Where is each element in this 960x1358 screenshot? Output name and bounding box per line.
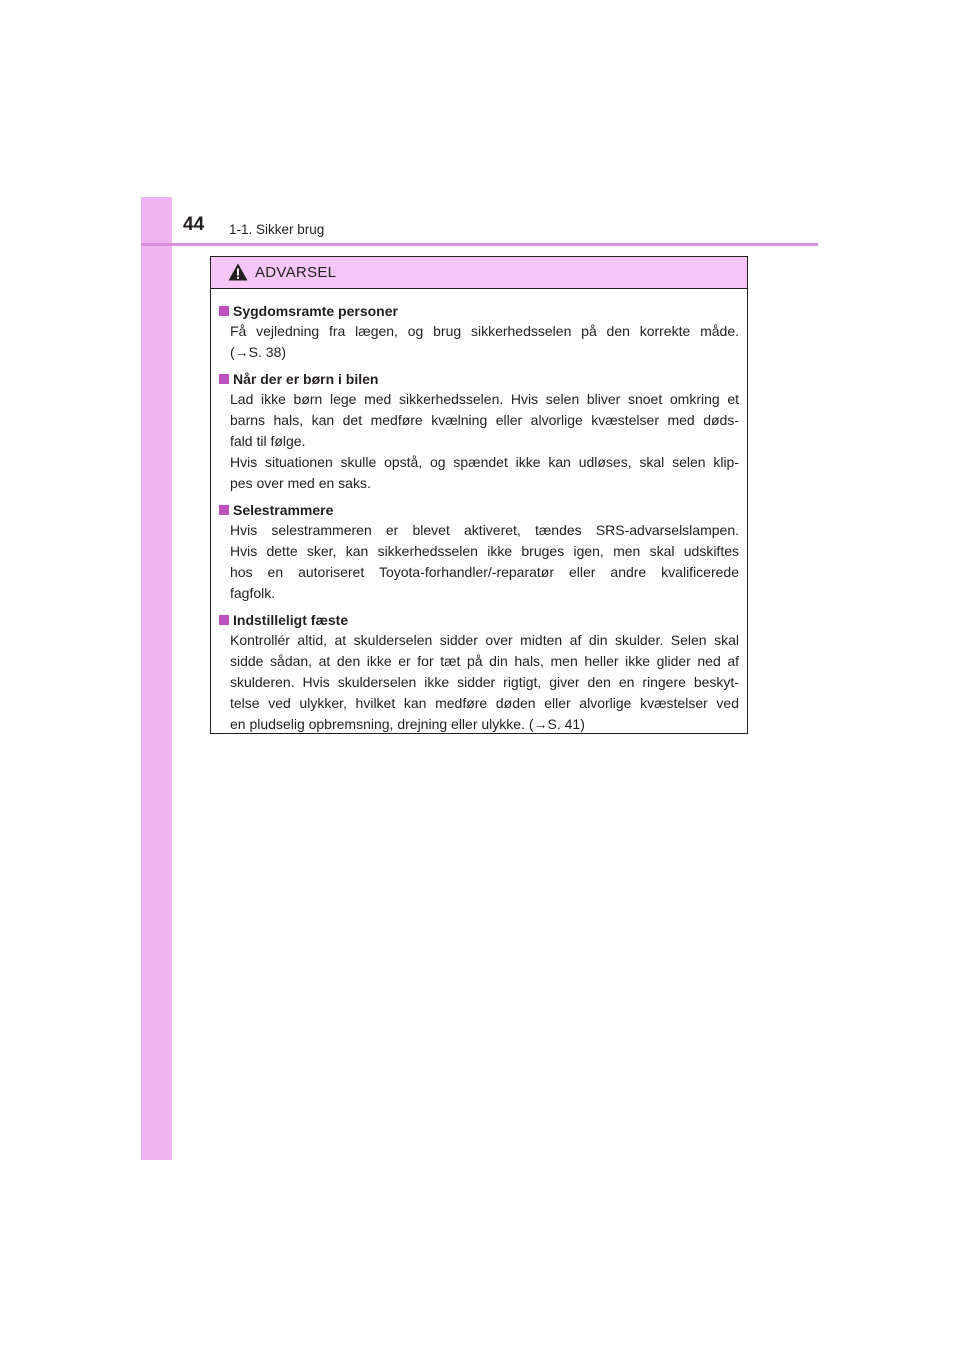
text-line: Lad ikke børn lege med sikkerhedsselen. Hvis selen bliver snoet omkring et xyxy=(230,391,739,407)
warning-item-sick-persons xyxy=(219,301,739,363)
warning-body xyxy=(211,289,747,735)
text-line: fagfolk. xyxy=(230,585,276,601)
item-title: Indstilleligt fæste xyxy=(219,610,739,630)
chapter-side-tab xyxy=(141,197,172,1160)
item-title: Selestrammere xyxy=(219,500,739,520)
text-line: hos en autoriseret Toyota-forhandler/-reparatør eller andre kvalificerede xyxy=(230,564,739,580)
warning-item-adjustable-anchor xyxy=(219,610,739,735)
item-text xyxy=(219,321,739,363)
text-line: telse ved ulykker, hvilket kan medføre døden eller alvorlige kvæstelser ved xyxy=(230,695,739,711)
item-title: Når der er børn i bilen xyxy=(219,369,739,389)
warning-box xyxy=(210,256,748,734)
text-line: en pludselig opbremsning, drejning eller ulykke. (→S. 41) xyxy=(230,716,585,732)
warning-triangle-icon xyxy=(228,263,248,281)
text-line: Få vejledning fra lægen, og brug sikkerhedsselen på den korrekte måde. xyxy=(230,323,739,339)
text-line: Hvis selestrammeren er blevet aktiveret, tændes SRS-advarselslampen. xyxy=(230,522,739,538)
text-line: Hvis situationen skulle opstå, og spændet ikke kan udløses, skal selen klip- xyxy=(230,454,739,470)
text-line: Kontrollér altid, at skulderselen sidder over midten af din skulder. Selen skal xyxy=(230,632,739,648)
text-line: barns hals, kan det medføre kvælning eller alvorlige kvæstelser med døds- xyxy=(230,412,739,428)
text-line: sidde sådan, at den ikke er for tæt på din hals, men heller ikke glider ned af xyxy=(230,653,739,669)
square-bullet-icon xyxy=(219,615,229,625)
text-line: pes over med en saks. xyxy=(230,475,371,491)
text-line: fald til følge. xyxy=(230,433,306,449)
warning-header xyxy=(211,257,747,289)
section-title: 1-1. Sikker brug xyxy=(229,222,325,237)
warning-item-children xyxy=(219,369,739,494)
item-text xyxy=(219,520,739,604)
item-title: Sygdomsramte personer xyxy=(219,301,739,321)
text-line: Hvis dette sker, kan sikkerhedsselen ikke bruges igen, men skal udskiftes xyxy=(230,543,739,559)
text-line: (→S. 38) xyxy=(230,344,287,360)
item-text xyxy=(219,389,739,494)
header-rule xyxy=(141,243,818,246)
square-bullet-icon xyxy=(219,505,229,515)
square-bullet-icon xyxy=(219,374,229,384)
page-number: 44 xyxy=(183,214,205,235)
warning-item-pretensioners xyxy=(219,500,739,604)
square-bullet-icon xyxy=(219,306,229,316)
text-line: skulderen. Hvis skulderselen ikke sidder rigtigt, giver den en ringere beskyt- xyxy=(230,674,739,690)
warning-label: ADVARSEL xyxy=(255,264,337,281)
item-text xyxy=(219,630,739,735)
